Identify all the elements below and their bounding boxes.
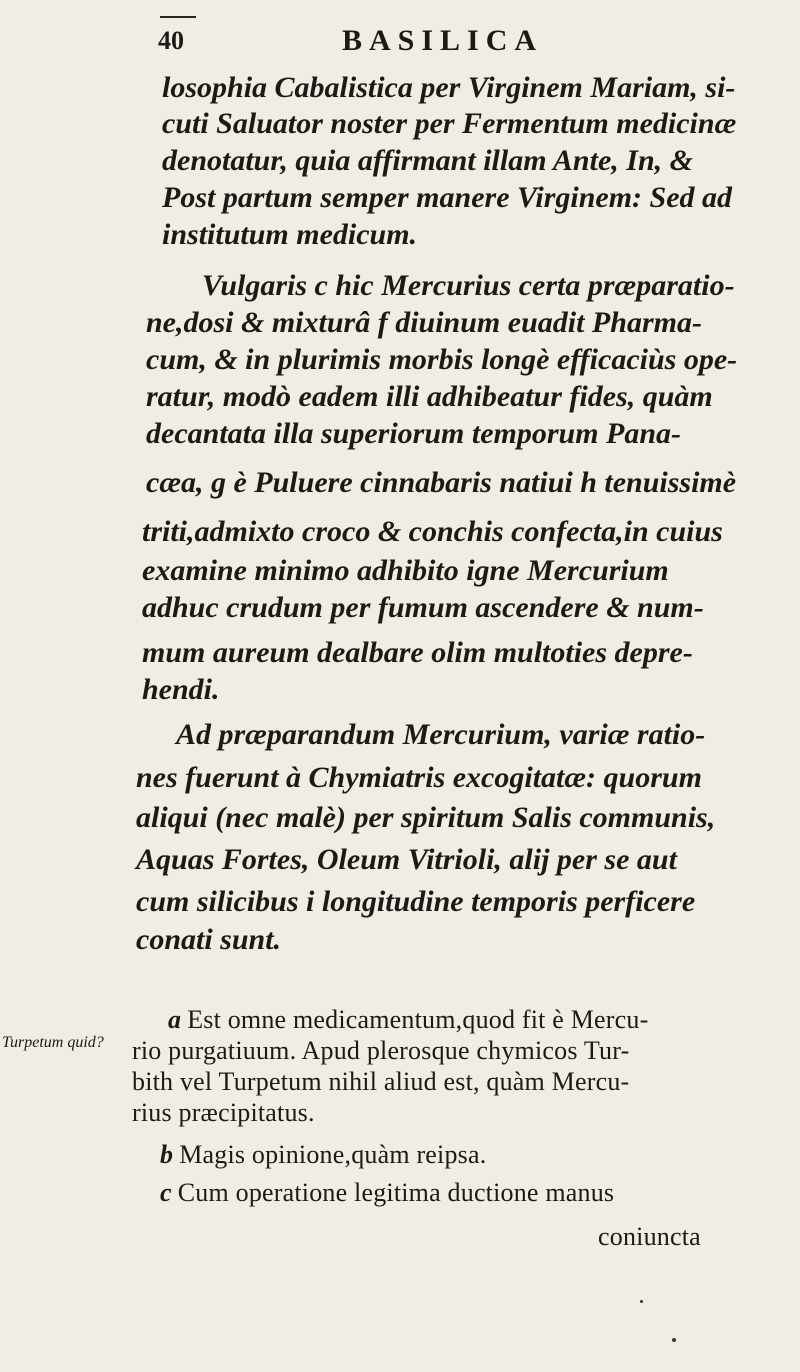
text-line: conati sunt.: [136, 923, 282, 956]
text-line: Vulgaris c hic Mercurius certa præparatio-: [202, 269, 735, 302]
text-line: nes fuerunt à Chymiatris excogitatæ: quorum: [136, 761, 702, 794]
page-header: [0, 12, 800, 62]
text-line: ratur, modò eadem illi adhibeatur fides, quàm: [146, 380, 713, 413]
footnote-mark: c: [160, 1178, 172, 1207]
page-number: 40: [158, 26, 184, 55]
text-line: hendi.: [142, 673, 220, 706]
footnote-line: bith vel Turpetum nihil aliud est, quàm Mercu-: [132, 1067, 630, 1096]
text-line: decantata illa superiorum temporum Pana-: [146, 417, 682, 450]
text-line: Ad præparandum Mercurium, variæ ratio-: [176, 718, 706, 751]
ink-speck: [672, 1338, 676, 1342]
footnote-text: Cum operatione legitima ductione manus: [177, 1178, 615, 1207]
text-line: cum silicibus i longitudine temporis perficere: [136, 885, 696, 918]
text-line: adhuc crudum per fumum ascendere & num-: [142, 591, 704, 624]
text-line: triti,admixto croco & conchis confecta,in cuius: [142, 515, 723, 548]
footnote-line: rius præcipitatus.: [132, 1098, 315, 1127]
footnote-text: Magis opinione,quàm reipsa.: [179, 1140, 487, 1169]
running-head: BASILICA: [342, 24, 544, 57]
text-line: cum, & in plurimis morbis longè efficaciùs ope-: [146, 343, 738, 376]
page-number-ornament: [160, 16, 196, 18]
text-line: examine minimo adhibito igne Mercurium: [142, 554, 669, 587]
footnote-text: Est omne medicamentum,quod fit è Mercu-: [187, 1005, 649, 1034]
text-line: losophia Cabalistica per Virginem Mariam, si-: [162, 71, 736, 104]
footnote-line: rio purgatiuum. Apud plerosque chymicos Tur-: [132, 1036, 630, 1065]
ink-speck: [640, 1300, 643, 1303]
text-line: cæa, g è Puluere cinnabaris natiui h tenuissimè: [146, 466, 737, 499]
footnote-line: [168, 1005, 648, 1035]
footnote-mark: b: [160, 1140, 174, 1169]
text-line: institutum medicum.: [162, 218, 418, 251]
text-line: aliqui (nec malè) per spiritum Salis communis,: [136, 801, 716, 834]
text-line: Post partum semper manere Virginem: Sed ad: [162, 181, 733, 214]
text-line: cuti Saluator noster per Fermentum medicinæ: [162, 107, 737, 140]
footnote-line: [160, 1178, 614, 1208]
text-line: mum aureum dealbare olim multoties depre-: [142, 636, 693, 669]
footnote-mark: a: [168, 1005, 182, 1034]
text-line: Aquas Fortes, Oleum Vitrioli, alij per se aut: [136, 843, 677, 876]
margin-note: Turpetum quid?: [2, 1034, 104, 1051]
text-line: denotatur, quia affirmant illam Ante, In, &: [162, 144, 693, 177]
footnote-line: [160, 1140, 486, 1170]
footnote-line: coniuncta: [598, 1222, 701, 1251]
text-line: ne,dosi & mixturâ f diuinum euadit Pharma-: [146, 306, 702, 339]
